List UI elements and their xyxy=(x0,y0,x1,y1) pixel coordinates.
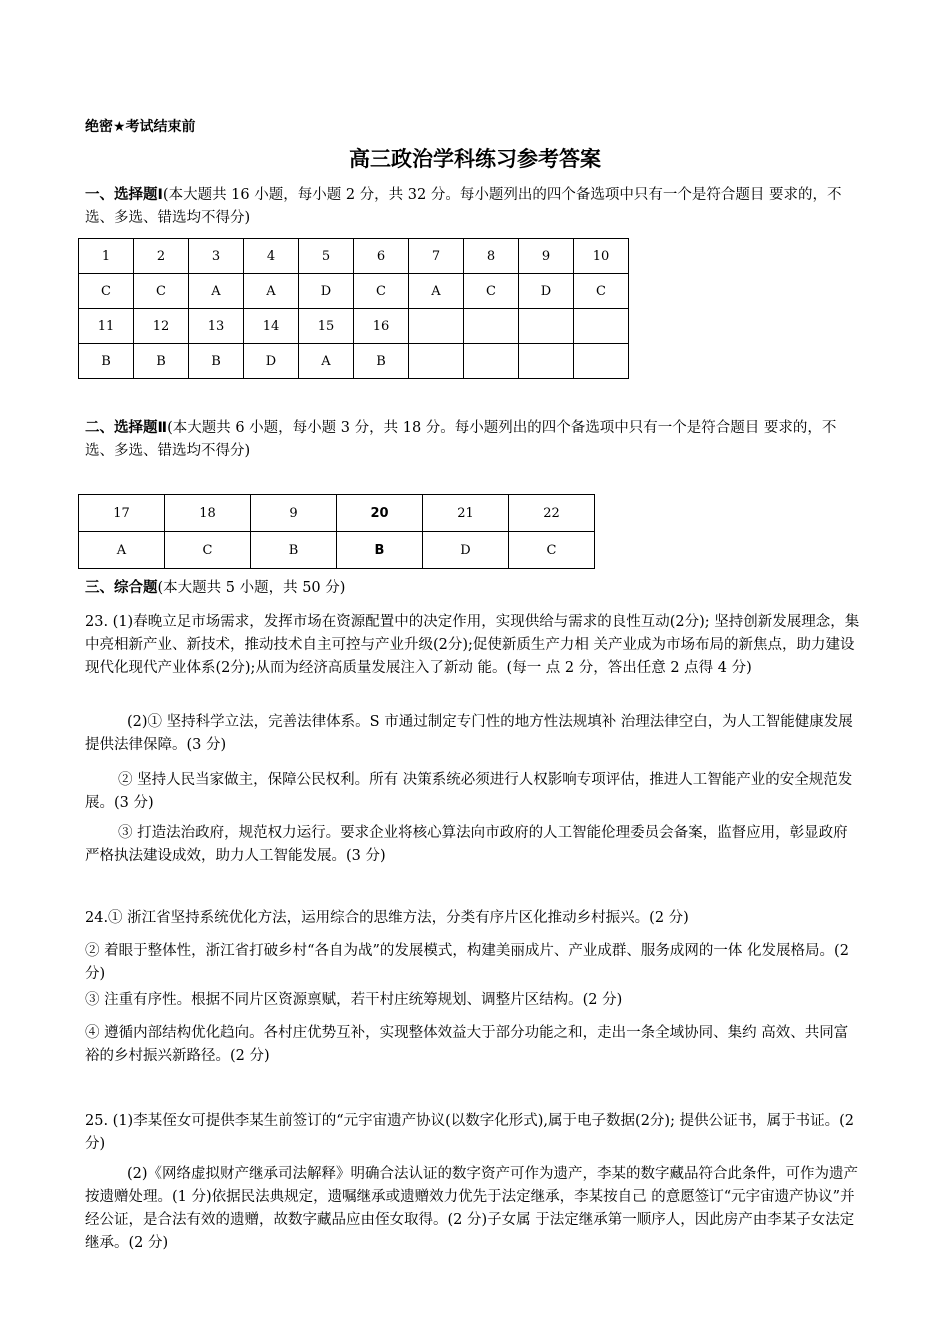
table-cell: A xyxy=(79,532,165,569)
table-cell: 17 xyxy=(79,495,165,532)
table-cell: 1 xyxy=(79,239,134,274)
table-cell: 9 xyxy=(251,495,337,532)
answer-23-2a: (2)① 坚持科学立法，完善法律体系。S 市通过制定专门性的地方性法规填补 治理法律空白，为人工智能健康发展提供法律保障。(3 分) xyxy=(85,714,853,753)
table-cell: 12 xyxy=(134,309,189,344)
answer-24-1: 24.① 浙江省坚持系统优化方法，运用综合的思维方法，分类有序片区化推动乡村振兴。(2 分) xyxy=(85,910,689,926)
answer-25-1: 25. (1)李某侄女可提供李某生前签订的“元宇宙遗产协议(以数字化形式),属于电子数据(2分); 提供公证书，属于书证。(2 分) xyxy=(85,1113,854,1152)
table-cell: 8 xyxy=(464,239,519,274)
table-cell: 21 xyxy=(423,495,509,532)
table-cell: B xyxy=(337,532,423,569)
answer-table-2 xyxy=(78,494,595,569)
table-cell: C xyxy=(134,274,189,309)
table-cell: 10 xyxy=(574,239,629,274)
table-cell: C xyxy=(354,274,409,309)
confidential-label: 绝密★考试结束前 xyxy=(85,119,196,135)
answer-23-1: 23. (1)春晚立足市场需求，发挥市场在资源配置中的决定作用，实现供给与需求的良性互动(2分); 坚持创新发展理念，集中亮相新产业、新技术，推动技术自主可控与产业升级(2分);促使新质生产力相 关产业成为市场布局的新焦点，助力建设现代化现代产业体系(2分);从而为经济高质量发展注入了新动 能。(每一 点 2 分，答出任意 2 点得 4 分) xyxy=(85,614,860,676)
table-cell: A xyxy=(244,274,299,309)
section1-intro xyxy=(85,184,860,230)
section1-heading: 一、选择题Ⅰ xyxy=(85,187,163,203)
table-row xyxy=(79,239,629,274)
table-cell: 9 xyxy=(519,239,574,274)
section3-intro xyxy=(85,577,860,600)
table-cell: 13 xyxy=(189,309,244,344)
answer-25-2: (2)《网络虚拟财产继承司法解释》明确合法认证的数字资产可作为遗产，李某的数字藏品符合此条件，可作为遗产按遗赠处理。(1 分)依据民法典规定，遗嘱继承或遗赠效力优先于法定继承，李某按自己 的意愿签订“元宇宙遗产协议”并经公证，是合法有效的遗赠，故数字藏品应由侄女取得。(2 分)子女属 于法定继承第一顺序人，因此房产由李某子女法定继承。(2 分) xyxy=(85,1166,859,1251)
table-cell: A xyxy=(409,274,464,309)
table-cell: A xyxy=(299,344,354,379)
table-cell: C xyxy=(574,274,629,309)
answer-23-2b: ② 坚持人民当家做主，保障公民权利。所有 决策系统必须进行人权影响专项评估，推进人工智能产业的安全规范发展。(3 分) xyxy=(85,772,853,811)
table-cell: 14 xyxy=(244,309,299,344)
table-row xyxy=(79,309,629,344)
section3-heading: 三、综合题 xyxy=(85,580,158,596)
table-cell: A xyxy=(189,274,244,309)
table-cell: B xyxy=(189,344,244,379)
table-cell: D xyxy=(244,344,299,379)
table-cell: C xyxy=(509,532,595,569)
section2-heading: 二、选择题Ⅱ xyxy=(85,420,168,436)
table-row xyxy=(79,532,595,569)
section2-desc: (本大题共 6 小题，每小题 3 分，共 18 分。每小题列出的四个备选项中只有一个是符合题目 要求的，不选、多选、错选均不得分) xyxy=(85,420,837,459)
table-cell: C xyxy=(165,532,251,569)
table-cell xyxy=(464,309,519,344)
table-cell: C xyxy=(79,274,134,309)
table-cell: D xyxy=(423,532,509,569)
answer-24-4: ④ 遵循内部结构优化趋向。各村庄优势互补，实现整体效益大于部分功能之和，走出一条全域协同、集约 高效、共同富裕的乡村振兴新路径。(2 分) xyxy=(85,1025,849,1064)
table-cell xyxy=(409,344,464,379)
table-cell xyxy=(409,309,464,344)
table-cell: 22 xyxy=(509,495,595,532)
table-cell: 2 xyxy=(134,239,189,274)
answer-23-2c: ③ 打造法治政府，规范权力运行。要求企业将核心算法向市政府的人工智能伦理委员会备案，监督应用，彰显政府严格执法建设成效，助力人工智能发展。(3 分) xyxy=(85,825,848,864)
table-cell: 4 xyxy=(244,239,299,274)
table-row xyxy=(79,495,595,532)
answer-24-2: ② 着眼于整体性，浙江省打破乡村“各自为战”的发展模式，构建美丽成片、产业成群、服务成网的一体 化发展格局。(2 分) xyxy=(85,943,849,982)
table-cell: 3 xyxy=(189,239,244,274)
table-cell: D xyxy=(519,274,574,309)
table-cell: 6 xyxy=(354,239,409,274)
table-cell xyxy=(574,344,629,379)
table-cell: C xyxy=(464,274,519,309)
table-cell: B xyxy=(79,344,134,379)
table-cell xyxy=(519,309,574,344)
table-cell: B xyxy=(251,532,337,569)
table-cell xyxy=(574,309,629,344)
answer-table-1 xyxy=(78,238,629,379)
table-cell: 20 xyxy=(337,495,423,532)
table-cell: 15 xyxy=(299,309,354,344)
table-cell: 16 xyxy=(354,309,409,344)
table-row xyxy=(79,344,629,379)
table-cell xyxy=(464,344,519,379)
section1-desc: (本大题共 16 小题，每小题 2 分，共 32 分。每小题列出的四个备选项中只有一个是符合题目 要求的，不选、多选、错选均不得分) xyxy=(85,187,842,226)
section2-intro xyxy=(85,417,860,463)
section3-desc: (本大题共 5 小题，共 50 分) xyxy=(157,580,346,596)
page-title: 高三政治学科练习参考答案 xyxy=(349,147,601,171)
table-cell: 18 xyxy=(165,495,251,532)
answer-24-3: ③ 注重有序性。根据不同片区资源禀赋，若干村庄统筹规划、调整片区结构。(2 分) xyxy=(85,992,623,1008)
table-cell: B xyxy=(134,344,189,379)
table-cell: 5 xyxy=(299,239,354,274)
table-cell: 7 xyxy=(409,239,464,274)
table-cell: B xyxy=(354,344,409,379)
table-row xyxy=(79,274,629,309)
table-cell xyxy=(519,344,574,379)
table-cell: D xyxy=(299,274,354,309)
table-cell: 11 xyxy=(79,309,134,344)
